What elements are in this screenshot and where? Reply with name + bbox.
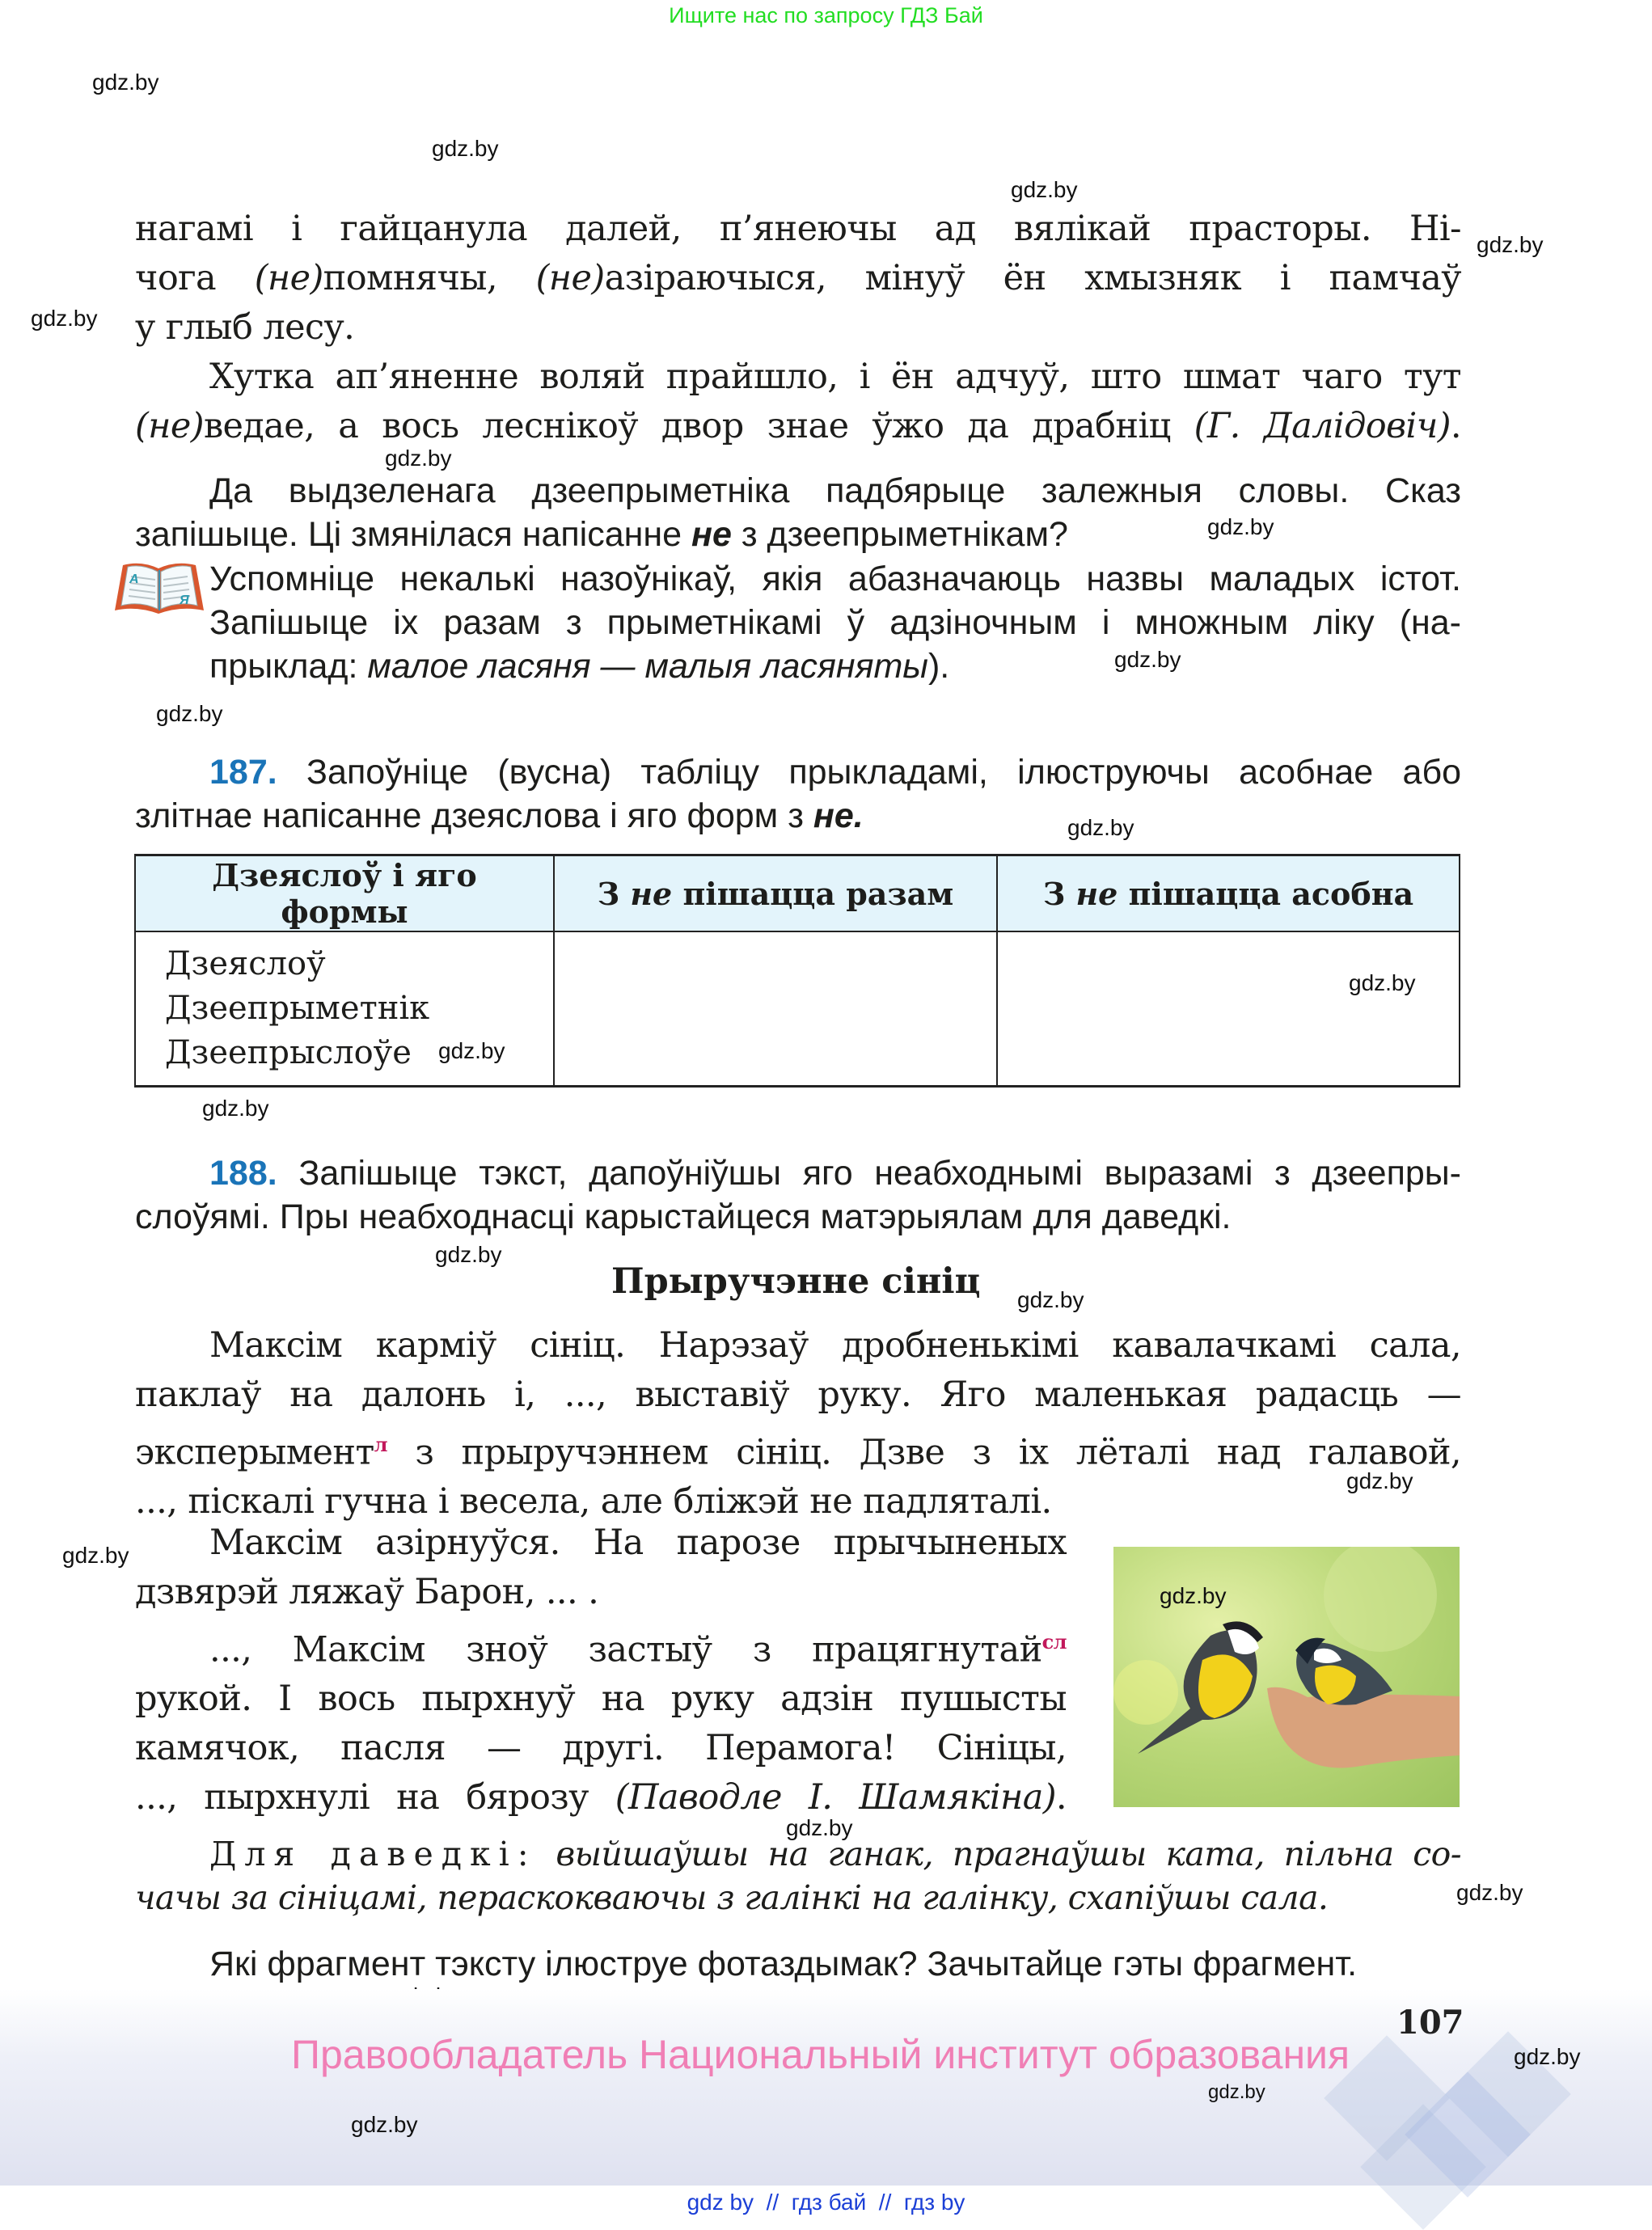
text-fragment: з дзеепрыметнікам? bbox=[731, 515, 1068, 554]
watermark: gdz.by bbox=[1114, 647, 1181, 672]
text-line: рукой. І вось пырхнуў на руку адзін пушысты bbox=[135, 1679, 1067, 1720]
text-line bbox=[135, 402, 1461, 451]
text-line bbox=[135, 1617, 1067, 1675]
table-row bbox=[135, 931, 1460, 1087]
cell-text: Дзеепрыслоўе bbox=[165, 1034, 412, 1071]
search-banner: Ищите нас по запросу ГДЗ Бай bbox=[669, 3, 983, 27]
header-fragment: не bbox=[1075, 875, 1118, 912]
text-fragment: ведае, а вось леснікоў двор знае ўжо да драбніц bbox=[203, 406, 1194, 446]
text-fragment: запішыце. Ці змянілася напісанне bbox=[135, 515, 691, 554]
passage-continuation bbox=[135, 205, 1461, 451]
story-title: Прыручэнне сініц bbox=[611, 1261, 981, 1302]
text-line: паклаў на далонь і, ..., выставіў руку. Яго маленькая радасць — bbox=[135, 1375, 1461, 1415]
text-line bbox=[135, 254, 1461, 303]
table-header: Дзеяслоў і яго формы bbox=[135, 855, 554, 932]
table-header bbox=[997, 855, 1460, 932]
text-fragment: чога bbox=[135, 258, 255, 298]
text-line: чачы за сініцамі, пераскокваючы з галінкі на галінку, схапіўшы сала. bbox=[135, 1878, 1329, 1917]
svg-text:Я: Я bbox=[180, 593, 189, 607]
text-line bbox=[135, 513, 1461, 556]
text-line bbox=[135, 750, 1461, 794]
text-fragment: эксперымент bbox=[135, 1432, 374, 1473]
text-line: Запішыце іх разам з прыметнікамі ў адзіночным і множным ліку (на- bbox=[209, 603, 1461, 642]
watermark: gdz.by bbox=[202, 1096, 269, 1121]
watermark: gdz.by bbox=[1477, 232, 1544, 257]
text-fragment: азіраючыся, мінуў ён хмызняк і памчаў bbox=[604, 258, 1462, 298]
text-line: Максім азірнуўся. На парозе прычыненых bbox=[209, 1523, 1067, 1563]
text-line: Успомніце некалькі назоўнікаў, якія абазначаюць назвы маладых істот. bbox=[209, 560, 1461, 598]
watermark: gdz.by bbox=[1207, 514, 1274, 539]
verb-forms-table bbox=[134, 854, 1460, 1086]
cell-text: Дзеяслоў bbox=[165, 945, 326, 982]
watermark: gdz.by bbox=[62, 1543, 129, 1568]
reference-text: выйшаўшы на ганак, прагнаўшы ката, пільна со- bbox=[536, 1835, 1461, 1873]
watermark: gdz.by bbox=[1349, 970, 1416, 995]
watermark: gdz.by bbox=[435, 1242, 502, 1267]
watermark: gdz.by bbox=[351, 2112, 418, 2137]
header-fragment: пішацца асобна bbox=[1118, 875, 1414, 912]
watermark: gdz.by bbox=[432, 136, 499, 161]
text-line: Максім карміў сініц. Нарэзаў дробненькімі кавалачкамі сала, bbox=[209, 1325, 1461, 1366]
text-fragment: . bbox=[1055, 1777, 1067, 1818]
text-fragment: . bbox=[1450, 406, 1461, 446]
exercise-number: 188. bbox=[209, 1154, 277, 1193]
spelling-mark: л bbox=[374, 1433, 387, 1456]
task-note bbox=[135, 469, 1461, 556]
spelling-mark: сл bbox=[1041, 1630, 1067, 1653]
watermark: gdz.by bbox=[1067, 815, 1134, 840]
copyright-notice: Правообладатель Национальный институт образования bbox=[291, 2032, 1350, 2077]
book-icon bbox=[112, 560, 207, 617]
reference-block bbox=[135, 1832, 1461, 1920]
text-fragment: ..., пырхнулі на бярозу bbox=[135, 1777, 615, 1818]
emphasis-ne: не. bbox=[813, 796, 864, 835]
text-line: дзвярэй ляжаў Барон, ... . bbox=[135, 1572, 599, 1612]
footer-links[interactable]: gdz by // гдз бай // гдз by bbox=[687, 2190, 965, 2215]
prefix-ne: (не) bbox=[535, 258, 605, 298]
svg-text:А: А bbox=[129, 572, 139, 586]
watermark: gdz.by bbox=[1456, 1880, 1523, 1905]
exercise-number: 187. bbox=[209, 753, 277, 792]
cell-text: Дзеепрыметнік bbox=[165, 990, 430, 1027]
header-fragment: З bbox=[597, 875, 631, 912]
table-header-row bbox=[135, 855, 1460, 932]
watermark: gdz.by bbox=[1514, 2044, 1581, 2069]
watermark: gdz.by bbox=[1017, 1287, 1084, 1312]
text-line bbox=[135, 1832, 1461, 1876]
table-cell bbox=[554, 931, 997, 1087]
watermark: gdz.by bbox=[786, 1815, 853, 1840]
watermark: gdz.by bbox=[1208, 2081, 1265, 2103]
text-line bbox=[135, 794, 1461, 838]
example-text: малое ласяня — малыя ласяняты bbox=[367, 647, 928, 686]
watermark: gdz.by bbox=[1160, 1583, 1227, 1608]
table-cell bbox=[997, 931, 1460, 1087]
author-citation: (Паводле І. Шамякіна) bbox=[615, 1777, 1056, 1818]
watermark: gdz.by bbox=[438, 1038, 505, 1063]
text-line: Хутка ап’яненне воляй прайшло, і ён адчуў, што шмат чаго тут bbox=[209, 357, 1461, 397]
text-line: у глыб лесу. bbox=[135, 307, 355, 348]
watermark: gdz.by bbox=[385, 446, 452, 471]
question-text: Які фрагмент тэксту ілюструе фотаздымак? Зачытайце гэты фрагмент. bbox=[209, 1945, 1358, 1983]
dictionary-note bbox=[209, 557, 1461, 688]
watermark: gdz.by bbox=[92, 70, 159, 95]
text-fragment: Запішыце тэкст, дапоўніўшы яго неабходнымі выразамі з дзеепры- bbox=[277, 1154, 1461, 1193]
text-fragment: ). bbox=[927, 647, 950, 686]
text-fragment: прыклад: bbox=[209, 647, 368, 686]
text-line bbox=[209, 644, 1461, 688]
text-line bbox=[135, 1420, 1461, 1477]
story-text-full bbox=[135, 1321, 1461, 1527]
header-fragment: З bbox=[1042, 875, 1076, 912]
author-citation: (Г. Далідовіч) bbox=[1194, 406, 1451, 446]
text-line: слоўямі. Пры неабходнасці карыстайцеся матэрыялам для даведкі. bbox=[135, 1197, 1232, 1236]
prefix-ne: (не) bbox=[254, 258, 323, 298]
watermark: gdz.by bbox=[1346, 1468, 1413, 1493]
watermark: gdz.by bbox=[156, 701, 223, 726]
page-number: 107 bbox=[1396, 2004, 1464, 2042]
prefix-ne: (не) bbox=[135, 406, 204, 446]
text-line bbox=[135, 1773, 1067, 1822]
text-fragment: з прыручэннем сініц. Дзве з іх лёталі над галавой, bbox=[387, 1432, 1461, 1473]
header-fragment: не bbox=[630, 875, 673, 912]
reference-label: Для даведкі: bbox=[209, 1835, 537, 1873]
text-fragment: помнячы, bbox=[323, 258, 536, 298]
text-line: нагамі і гайцанула далей, п’янеючы ад вялікай прасторы. Ні- bbox=[135, 209, 1461, 249]
story-text-narrow bbox=[135, 1518, 1067, 1822]
text-line: ..., піскалі гучна і весела, але бліжэй не падляталі. bbox=[135, 1481, 1052, 1523]
watermark: gdz.by bbox=[1011, 177, 1078, 202]
text-line: камячок, пасля — другі. Перамога! Сініцы, bbox=[135, 1728, 1067, 1769]
watermark: gdz.by bbox=[31, 306, 98, 331]
table-cell bbox=[135, 931, 554, 1087]
exercise-188 bbox=[135, 1151, 1461, 1239]
header-fragment: пішацца разам bbox=[672, 875, 954, 912]
text-line: Да выдзеленага дзеепрыметніка падбярыце залежныя словы. Сказ bbox=[209, 471, 1461, 510]
text-fragment: ..., Максім зноў застыў з працягнутай bbox=[209, 1629, 1042, 1670]
text-fragment: Запоўніце (вусна) табліцу прыкладамі, ілюструючы асобнае або bbox=[277, 753, 1461, 792]
table-header bbox=[554, 855, 997, 932]
text-line bbox=[135, 1151, 1461, 1195]
emphasis-ne: не bbox=[691, 515, 732, 554]
text-fragment: злітнае напісанне дзеяслова і яго форм з bbox=[135, 796, 813, 835]
exercise-187 bbox=[135, 750, 1461, 838]
